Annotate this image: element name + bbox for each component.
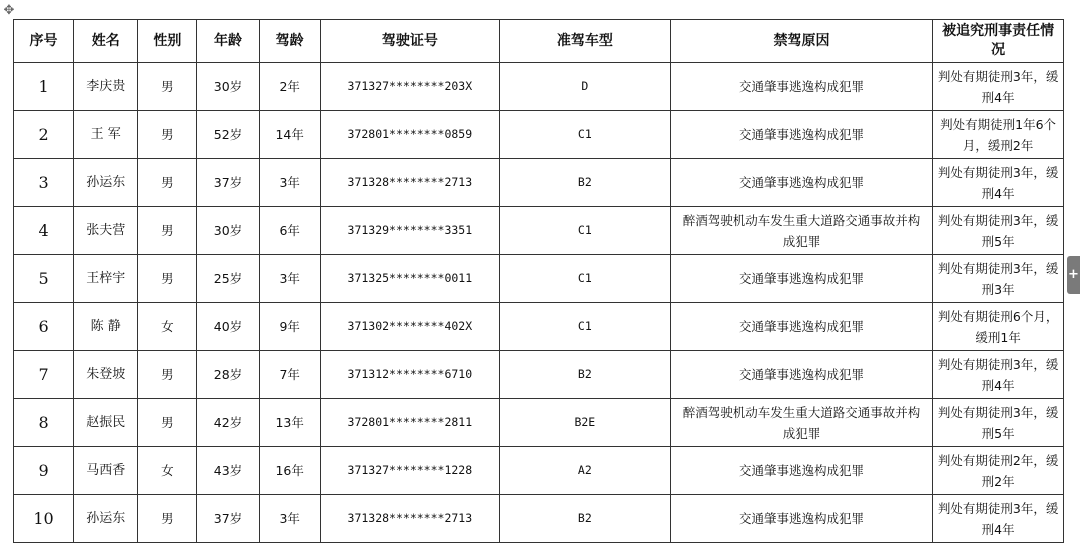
row-index-cell: 10: [14, 495, 74, 543]
driver-name-cell: 赵振民: [74, 399, 138, 447]
criminal-liability-cell: 判处有期徒刑3年，缓刑5年: [933, 399, 1064, 447]
ban-reason-cell: 交通肇事逃逸构成犯罪: [670, 303, 933, 351]
age-cell: 43岁: [197, 447, 259, 495]
row-index-cell: 5: [14, 255, 74, 303]
header-index: 序号: [14, 20, 74, 63]
license-number-cell: 372801********0859: [320, 111, 499, 159]
table-row: [14, 399, 1064, 447]
license-number-cell: 372801********2811: [320, 399, 499, 447]
age-cell: 28岁: [197, 351, 259, 399]
ban-reason-cell: 交通肇事逃逸构成犯罪: [670, 159, 933, 207]
header-vehicle-class: 准驾车型: [499, 20, 670, 63]
license-number-cell: 371312********6710: [320, 351, 499, 399]
driver-name-cell: 李庆贵: [74, 63, 138, 111]
table-row: [14, 351, 1064, 399]
ban-reason-cell: 醉酒驾驶机动车发生重大道路交通事故并构成犯罪: [670, 207, 933, 255]
driving-years-cell: 6年: [259, 207, 320, 255]
driver-name-cell: 孙运东: [74, 495, 138, 543]
vehicle-class-cell: C1: [499, 207, 670, 255]
driving-years-cell: 13年: [259, 399, 320, 447]
vehicle-class-cell: B2: [499, 351, 670, 399]
vehicle-class-cell: C1: [499, 111, 670, 159]
vehicle-class-cell: B2: [499, 159, 670, 207]
age-cell: 37岁: [197, 495, 259, 543]
table-header-row: [14, 20, 1064, 63]
license-number-cell: 371325********0011: [320, 255, 499, 303]
vehicle-class-cell: B2E: [499, 399, 670, 447]
license-number-cell: 371327********203X: [320, 63, 499, 111]
vehicle-class-cell: D: [499, 63, 670, 111]
driver-name-cell: 陈 静: [74, 303, 138, 351]
criminal-liability-cell: 判处有期徒刑3年，缓刑4年: [933, 159, 1064, 207]
header-gender: 性别: [138, 20, 197, 63]
driving-years-cell: 16年: [259, 447, 320, 495]
ban-reason-cell: 交通肇事逃逸构成犯罪: [670, 63, 933, 111]
gender-cell: 女: [138, 447, 197, 495]
row-index-cell: 4: [14, 207, 74, 255]
ban-reason-cell: 交通肇事逃逸构成犯罪: [670, 255, 933, 303]
age-cell: 42岁: [197, 399, 259, 447]
gender-cell: 男: [138, 159, 197, 207]
table-move-handle-icon[interactable]: ✥: [3, 3, 15, 18]
age-cell: 30岁: [197, 63, 259, 111]
criminal-liability-cell: 判处有期徒刑1年6个月，缓刑2年: [933, 111, 1064, 159]
header-name: 姓名: [74, 20, 138, 63]
criminal-liability-cell: 判处有期徒刑3年，缓刑3年: [933, 255, 1064, 303]
vehicle-class-cell: A2: [499, 447, 670, 495]
license-number-cell: 371328********2713: [320, 495, 499, 543]
table-row: [14, 159, 1064, 207]
driving-years-cell: 3年: [259, 255, 320, 303]
age-cell: 30岁: [197, 207, 259, 255]
vehicle-class-cell: C1: [499, 255, 670, 303]
driving-years-cell: 14年: [259, 111, 320, 159]
driver-name-cell: 孙运东: [74, 159, 138, 207]
driving-years-cell: 2年: [259, 63, 320, 111]
driver-name-cell: 马西香: [74, 447, 138, 495]
driver-name-cell: 王 军: [74, 111, 138, 159]
table-row: [14, 111, 1064, 159]
age-cell: 52岁: [197, 111, 259, 159]
table-row: [14, 63, 1064, 111]
gender-cell: 男: [138, 255, 197, 303]
row-index-cell: 2: [14, 111, 74, 159]
criminal-liability-cell: 判处有期徒刑3年，缓刑4年: [933, 495, 1064, 543]
gender-cell: 男: [138, 399, 197, 447]
license-number-cell: 371302********402X: [320, 303, 499, 351]
table-row: [14, 303, 1064, 351]
header-criminal-liability: 被追究刑事责任情况: [933, 20, 1064, 63]
age-cell: 37岁: [197, 159, 259, 207]
table-row: [14, 207, 1064, 255]
gender-cell: 男: [138, 495, 197, 543]
row-index-cell: 8: [14, 399, 74, 447]
table-row: [14, 495, 1064, 543]
gender-cell: 男: [138, 351, 197, 399]
vehicle-class-cell: C1: [499, 303, 670, 351]
driving-years-cell: 9年: [259, 303, 320, 351]
gender-cell: 男: [138, 63, 197, 111]
ban-reason-cell: 醉酒驾驶机动车发生重大道路交通事故并构成犯罪: [670, 399, 933, 447]
criminal-liability-cell: 判处有期徒刑3年，缓刑4年: [933, 351, 1064, 399]
row-index-cell: 7: [14, 351, 74, 399]
criminal-liability-cell: 判处有期徒刑3年，缓刑5年: [933, 207, 1064, 255]
age-cell: 25岁: [197, 255, 259, 303]
driver-name-cell: 王梓宇: [74, 255, 138, 303]
age-cell: 40岁: [197, 303, 259, 351]
driving-years-cell: 3年: [259, 159, 320, 207]
header-license: 驾驶证号: [320, 20, 499, 63]
ban-reason-cell: 交通肇事逃逸构成犯罪: [670, 447, 933, 495]
row-index-cell: 3: [14, 159, 74, 207]
gender-cell: 女: [138, 303, 197, 351]
driving-years-cell: 7年: [259, 351, 320, 399]
header-age: 年龄: [197, 20, 259, 63]
ban-reason-cell: 交通肇事逃逸构成犯罪: [670, 111, 933, 159]
criminal-liability-cell: 判处有期徒刑6个月，缓刑1年: [933, 303, 1064, 351]
header-ban-reason: 禁驾原因: [670, 20, 933, 63]
gender-cell: 男: [138, 207, 197, 255]
license-number-cell: 371327********1228: [320, 447, 499, 495]
driver-name-cell: 张夫营: [74, 207, 138, 255]
ban-reason-cell: 交通肇事逃逸构成犯罪: [670, 351, 933, 399]
driving-years-cell: 3年: [259, 495, 320, 543]
table-row: [14, 447, 1064, 495]
row-index-cell: 6: [14, 303, 74, 351]
banned-drivers-table: [13, 19, 1064, 543]
license-number-cell: 371328********2713: [320, 159, 499, 207]
gender-cell: 男: [138, 111, 197, 159]
criminal-liability-cell: 判处有期徒刑3年，缓刑4年: [933, 63, 1064, 111]
vehicle-class-cell: B2: [499, 495, 670, 543]
row-index-cell: 1: [14, 63, 74, 111]
license-number-cell: 371329********3351: [320, 207, 499, 255]
criminal-liability-cell: 判处有期徒刑2年，缓刑2年: [933, 447, 1064, 495]
table-row: [14, 255, 1064, 303]
driver-name-cell: 朱登坡: [74, 351, 138, 399]
row-index-cell: 9: [14, 447, 74, 495]
ban-reason-cell: 交通肇事逃逸构成犯罪: [670, 495, 933, 543]
header-driving-years: 驾龄: [259, 20, 320, 63]
side-expand-plus-icon[interactable]: +: [1067, 256, 1080, 294]
